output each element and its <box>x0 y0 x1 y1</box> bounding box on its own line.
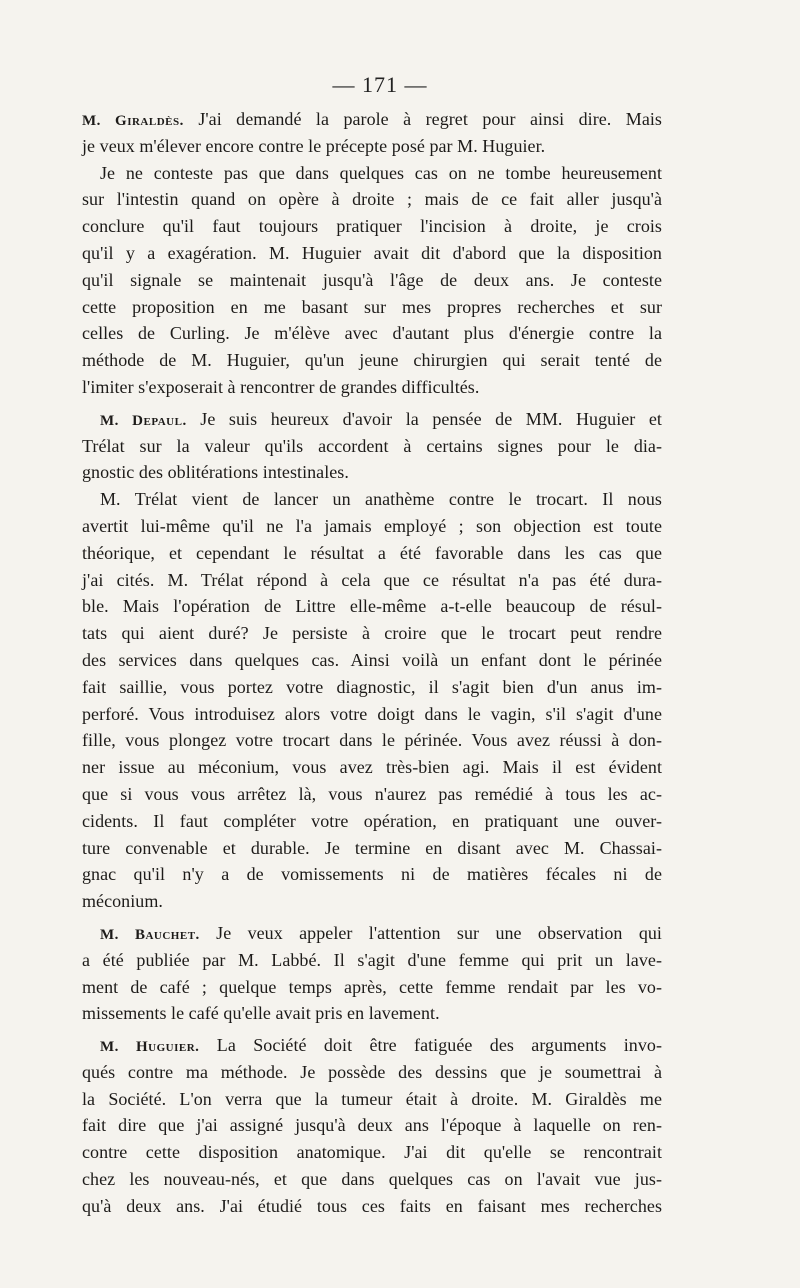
text-line: que si vous vous arrêtez là, vous n'aurez pas remédié à tous les ac- <box>82 783 662 804</box>
paragraph-huguier <box>82 1032 662 1220</box>
text-line: ment de café ; quelque temps après, cette femme rendait par les vo- <box>82 976 662 997</box>
text-line: perforé. Vous introduisez alors votre doigt dans le vagin, s'il s'agit d'une <box>82 703 662 724</box>
text-line: j'ai cités. M. Trélat répond à cela que ce résultat n'a pas été dura- <box>82 569 662 590</box>
text-line: ble. Mais l'opération de Littre elle-même a-t-elle beaucoup de résul- <box>82 596 662 617</box>
paragraph-depaul <box>82 406 662 486</box>
text-line <box>82 406 662 433</box>
text-line: cette proposition en me basant sur mes propres recherches et sur <box>82 296 662 317</box>
paragraph <box>82 160 662 401</box>
paragraph-giraldes <box>82 106 662 160</box>
line-text: Je veux appeler l'attention sur une observation qui <box>216 922 662 943</box>
text-line: la Société. L'on verra que la tumeur était à droite. M. Giraldès me <box>82 1088 662 1109</box>
speaker-name: M. Depaul. <box>100 412 187 429</box>
text-line: fait dire que j'ai assigné jusqu'à deux ans l'époque à laquelle on ren- <box>82 1115 662 1136</box>
text-line: gnac qu'il n'y a de vomissements ni de matières fécales ni de <box>82 864 662 885</box>
text-line: qu'il y a exagération. M. Huguier avait dit d'abord que la disposition <box>82 242 662 263</box>
text-line: missements le café qu'elle avait pris en lavement. <box>82 1003 440 1024</box>
speaker-name: M. Giraldès. <box>82 113 184 129</box>
text-line: M. Trélat vient de lancer un anathème contre le trocart. Il nous <box>100 489 662 510</box>
line-text: Je suis heureux d'avoir la pensée de MM. Huguier et <box>200 408 662 429</box>
text-line: gnostic des oblitérations intestinales. <box>82 462 349 483</box>
text-line: conclure qu'il faut toujours pratiquer l'incision à droite, je crois <box>82 216 662 237</box>
text-line <box>82 920 662 947</box>
speaker-name: M. Huguier. <box>100 1039 200 1056</box>
text-line: sur l'intestin quand on opère à droite ; mais de ce fait aller jusqu'à <box>82 189 662 210</box>
paragraph-bauchet <box>82 920 662 1027</box>
text-line: ner issue au méconium, vous avez très-bien agi. Mais il est évident <box>82 757 662 778</box>
text-line: fille, vous plongez votre trocart dans le périnée. Vous avez réussi à don- <box>82 730 662 751</box>
text-line: contre cette disposition anatomique. J'ai dit qu'elle se rencontrait <box>82 1142 662 1163</box>
paragraph <box>82 486 662 915</box>
text-line: tats qui aient duré? Je persiste à croire que le trocart peut rendre <box>82 623 662 644</box>
text-line: cidents. Il faut compléter votre opération, en pratiquant une ouver- <box>82 810 662 831</box>
text-line: qu'à deux ans. J'ai étudié tous ces faits en faisant mes recherches <box>82 1195 662 1216</box>
text-line: celles de Curling. Je m'élève avec d'autant plus d'énergie contre la <box>82 323 662 344</box>
text-line: avertit lui-même qu'il ne l'a jamais employé ; son objection est toute <box>82 515 662 536</box>
text-line: théorique, et cependant le résultat a été favorable dans les cas que <box>82 542 662 563</box>
text-line: l'imiter s'exposerait à rencontrer de grandes difficultés. <box>82 376 480 397</box>
text-line <box>82 1032 662 1059</box>
speaker-name: M. Bauchet. <box>100 926 200 943</box>
text-line: méthode de M. Huguier, qu'un jeune chirurgien qui serait tenté de <box>82 350 662 371</box>
page-number: — 171 — <box>332 72 428 97</box>
text-line: chez les nouveau-nés, et que dans quelques cas on l'avait vue jus- <box>82 1169 662 1190</box>
text-line: Trélat sur la valeur qu'ils accordent à certains signes pour le dia- <box>82 435 662 456</box>
text-line: a été publiée par M. Labbé. Il s'agit d'une femme qui prit un lave- <box>82 949 662 970</box>
text-line: fait saillie, vous portez votre diagnostic, il s'agit bien d'un anus im- <box>82 676 662 697</box>
page-text <box>82 106 662 1220</box>
text-line: Je ne conteste pas que dans quelques cas on ne tombe heureusement <box>100 162 662 183</box>
line-text: La Société doit être fatiguée des arguments invo- <box>216 1035 662 1056</box>
text-line <box>82 106 662 133</box>
text-line: ture convenable et durable. Je termine en disant avec M. Chassai- <box>82 837 662 858</box>
text-line: méconium. <box>82 891 163 912</box>
text-line: qu'il signale se maintenait jusqu'à l'âge de deux ans. Je conteste <box>82 269 662 290</box>
line-text: J'ai demandé la parole à regret pour ainsi dire. Mais <box>198 109 662 129</box>
text-line: des services dans quelques cas. Ainsi voilà un enfant dont le périnée <box>82 649 662 670</box>
text-line: qués contre ma méthode. Je possède des dessins que je soumettrai à <box>82 1061 662 1082</box>
text-line: je veux m'élever encore contre le précepte posé par M. Huguier. <box>82 135 546 156</box>
